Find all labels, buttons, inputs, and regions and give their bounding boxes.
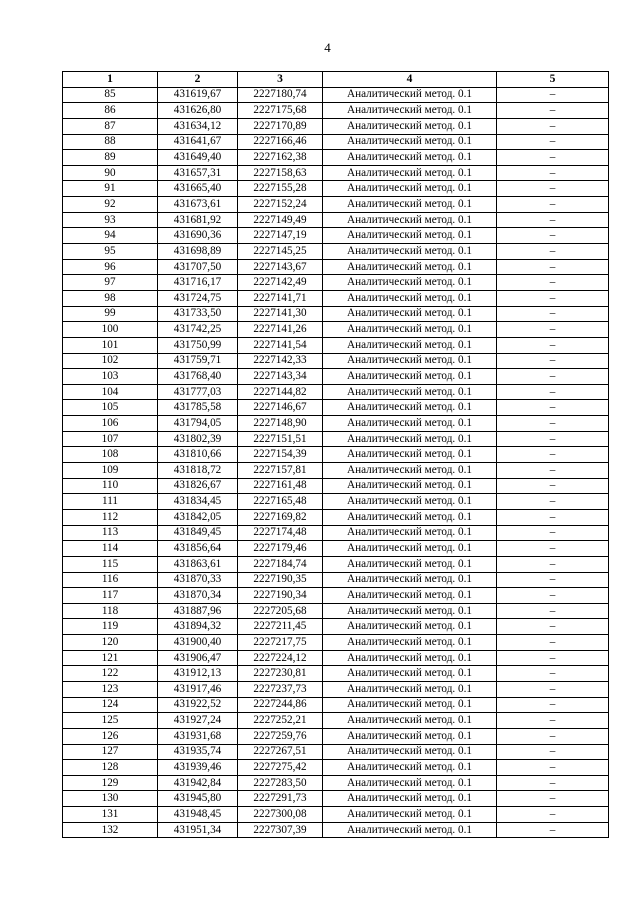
point-number-cell: 126 bbox=[63, 728, 158, 744]
point-number-cell: 97 bbox=[63, 275, 158, 291]
method-cell: Аналитический метод. 0.1 bbox=[323, 588, 497, 604]
table-row bbox=[63, 369, 609, 385]
x-coordinate-cell: 431842,05 bbox=[158, 509, 238, 525]
note-cell: – bbox=[497, 87, 609, 103]
point-number-cell: 112 bbox=[63, 509, 158, 525]
x-coordinate-cell: 431939,46 bbox=[158, 760, 238, 776]
x-coordinate-cell: 431802,39 bbox=[158, 431, 238, 447]
method-cell: Аналитический метод. 0.1 bbox=[323, 353, 497, 369]
point-number-cell: 88 bbox=[63, 134, 158, 150]
x-coordinate-cell: 431698,89 bbox=[158, 244, 238, 260]
note-cell: – bbox=[497, 807, 609, 823]
note-cell: – bbox=[497, 744, 609, 760]
y-coordinate-cell: 2227147,19 bbox=[238, 228, 323, 244]
x-coordinate-cell: 431942,84 bbox=[158, 775, 238, 791]
method-cell: Аналитический метод. 0.1 bbox=[323, 134, 497, 150]
note-cell: – bbox=[497, 556, 609, 572]
table-row bbox=[63, 697, 609, 713]
x-coordinate-cell: 431948,45 bbox=[158, 807, 238, 823]
x-coordinate-cell: 431906,47 bbox=[158, 650, 238, 666]
point-number-cell: 92 bbox=[63, 197, 158, 213]
table-row bbox=[63, 275, 609, 291]
y-coordinate-cell: 2227149,49 bbox=[238, 212, 323, 228]
note-cell: – bbox=[497, 228, 609, 244]
table-row bbox=[63, 212, 609, 228]
x-coordinate-cell: 431707,50 bbox=[158, 259, 238, 275]
point-number-cell: 101 bbox=[63, 337, 158, 353]
y-coordinate-cell: 2227224,12 bbox=[238, 650, 323, 666]
x-coordinate-cell: 431917,46 bbox=[158, 681, 238, 697]
table-row bbox=[63, 103, 609, 119]
method-cell: Аналитический метод. 0.1 bbox=[323, 494, 497, 510]
y-coordinate-cell: 2227142,33 bbox=[238, 353, 323, 369]
note-cell: – bbox=[497, 775, 609, 791]
point-number-cell: 100 bbox=[63, 322, 158, 338]
table-row bbox=[63, 556, 609, 572]
note-cell: – bbox=[497, 134, 609, 150]
column-header: 1 bbox=[63, 72, 158, 88]
table-row bbox=[63, 572, 609, 588]
table-row bbox=[63, 244, 609, 260]
y-coordinate-cell: 2227175,68 bbox=[238, 103, 323, 119]
note-cell: – bbox=[497, 212, 609, 228]
method-cell: Аналитический метод. 0.1 bbox=[323, 541, 497, 557]
x-coordinate-cell: 431912,13 bbox=[158, 666, 238, 682]
method-cell: Аналитический метод. 0.1 bbox=[323, 744, 497, 760]
note-cell: – bbox=[497, 353, 609, 369]
y-coordinate-cell: 2227146,67 bbox=[238, 400, 323, 416]
x-coordinate-cell: 431626,80 bbox=[158, 103, 238, 119]
table-row bbox=[63, 337, 609, 353]
y-coordinate-cell: 2227161,48 bbox=[238, 478, 323, 494]
note-cell: – bbox=[497, 416, 609, 432]
note-cell: – bbox=[497, 666, 609, 682]
table-row bbox=[63, 353, 609, 369]
table-row bbox=[63, 791, 609, 807]
point-number-cell: 95 bbox=[63, 244, 158, 260]
page-number: 4 bbox=[324, 40, 331, 55]
point-number-cell: 94 bbox=[63, 228, 158, 244]
x-coordinate-cell: 431794,05 bbox=[158, 416, 238, 432]
method-cell: Аналитический метод. 0.1 bbox=[323, 447, 497, 463]
y-coordinate-cell: 2227174,48 bbox=[238, 525, 323, 541]
note-cell: – bbox=[497, 525, 609, 541]
table-row bbox=[63, 650, 609, 666]
table-row bbox=[63, 713, 609, 729]
method-cell: Аналитический метод. 0.1 bbox=[323, 150, 497, 166]
note-cell: – bbox=[497, 103, 609, 119]
table-row bbox=[63, 400, 609, 416]
method-cell: Аналитический метод. 0.1 bbox=[323, 400, 497, 416]
y-coordinate-cell: 2227170,89 bbox=[238, 118, 323, 134]
y-coordinate-cell: 2227252,21 bbox=[238, 713, 323, 729]
method-cell: Аналитический метод. 0.1 bbox=[323, 572, 497, 588]
y-coordinate-cell: 2227162,38 bbox=[238, 150, 323, 166]
x-coordinate-cell: 431951,34 bbox=[158, 822, 238, 838]
x-coordinate-cell: 431634,12 bbox=[158, 118, 238, 134]
note-cell: – bbox=[497, 588, 609, 604]
point-number-cell: 93 bbox=[63, 212, 158, 228]
y-coordinate-cell: 2227144,82 bbox=[238, 384, 323, 400]
note-cell: – bbox=[497, 369, 609, 385]
y-coordinate-cell: 2227291,73 bbox=[238, 791, 323, 807]
y-coordinate-cell: 2227180,74 bbox=[238, 87, 323, 103]
table-row bbox=[63, 807, 609, 823]
note-cell: – bbox=[497, 822, 609, 838]
x-coordinate-cell: 431657,31 bbox=[158, 165, 238, 181]
table-header-row bbox=[63, 72, 609, 88]
x-coordinate-cell: 431673,61 bbox=[158, 197, 238, 213]
table-row bbox=[63, 87, 609, 103]
method-cell: Аналитический метод. 0.1 bbox=[323, 244, 497, 260]
point-number-cell: 111 bbox=[63, 494, 158, 510]
point-number-cell: 98 bbox=[63, 290, 158, 306]
y-coordinate-cell: 2227143,67 bbox=[238, 259, 323, 275]
method-cell: Аналитический метод. 0.1 bbox=[323, 697, 497, 713]
method-cell: Аналитический метод. 0.1 bbox=[323, 416, 497, 432]
table-row bbox=[63, 728, 609, 744]
table-row bbox=[63, 541, 609, 557]
point-number-cell: 118 bbox=[63, 603, 158, 619]
point-number-cell: 128 bbox=[63, 760, 158, 776]
table-row bbox=[63, 447, 609, 463]
method-cell: Аналитический метод. 0.1 bbox=[323, 666, 497, 682]
point-number-cell: 91 bbox=[63, 181, 158, 197]
note-cell: – bbox=[497, 494, 609, 510]
table-row bbox=[63, 775, 609, 791]
method-cell: Аналитический метод. 0.1 bbox=[323, 822, 497, 838]
column-header: 4 bbox=[323, 72, 497, 88]
y-coordinate-cell: 2227141,71 bbox=[238, 290, 323, 306]
method-cell: Аналитический метод. 0.1 bbox=[323, 713, 497, 729]
table-row bbox=[63, 306, 609, 322]
point-number-cell: 90 bbox=[63, 165, 158, 181]
point-number-cell: 115 bbox=[63, 556, 158, 572]
note-cell: – bbox=[497, 635, 609, 651]
note-cell: – bbox=[497, 259, 609, 275]
point-number-cell: 86 bbox=[63, 103, 158, 119]
point-number-cell: 117 bbox=[63, 588, 158, 604]
note-cell: – bbox=[497, 322, 609, 338]
table-row bbox=[63, 603, 609, 619]
x-coordinate-cell: 431856,64 bbox=[158, 541, 238, 557]
table-row bbox=[63, 134, 609, 150]
x-coordinate-cell: 431849,45 bbox=[158, 525, 238, 541]
table-row bbox=[63, 681, 609, 697]
x-coordinate-cell: 431649,40 bbox=[158, 150, 238, 166]
method-cell: Аналитический метод. 0.1 bbox=[323, 650, 497, 666]
y-coordinate-cell: 2227179,46 bbox=[238, 541, 323, 557]
x-coordinate-cell: 431733,50 bbox=[158, 306, 238, 322]
note-cell: – bbox=[497, 244, 609, 260]
y-coordinate-cell: 2227143,34 bbox=[238, 369, 323, 385]
x-coordinate-cell: 431724,75 bbox=[158, 290, 238, 306]
column-header: 3 bbox=[238, 72, 323, 88]
table-row bbox=[63, 197, 609, 213]
y-coordinate-cell: 2227154,39 bbox=[238, 447, 323, 463]
x-coordinate-cell: 431935,74 bbox=[158, 744, 238, 760]
method-cell: Аналитический метод. 0.1 bbox=[323, 775, 497, 791]
point-number-cell: 123 bbox=[63, 681, 158, 697]
table-row bbox=[63, 478, 609, 494]
y-coordinate-cell: 2227166,46 bbox=[238, 134, 323, 150]
point-number-cell: 96 bbox=[63, 259, 158, 275]
table-row bbox=[63, 259, 609, 275]
note-cell: – bbox=[497, 697, 609, 713]
method-cell: Аналитический метод. 0.1 bbox=[323, 509, 497, 525]
column-header: 5 bbox=[497, 72, 609, 88]
note-cell: – bbox=[497, 541, 609, 557]
point-number-cell: 85 bbox=[63, 87, 158, 103]
y-coordinate-cell: 2227158,63 bbox=[238, 165, 323, 181]
x-coordinate-cell: 431826,67 bbox=[158, 478, 238, 494]
x-coordinate-cell: 431834,45 bbox=[158, 494, 238, 510]
y-coordinate-cell: 2227267,51 bbox=[238, 744, 323, 760]
note-cell: – bbox=[497, 619, 609, 635]
y-coordinate-cell: 2227244,86 bbox=[238, 697, 323, 713]
x-coordinate-cell: 431810,66 bbox=[158, 447, 238, 463]
point-number-cell: 113 bbox=[63, 525, 158, 541]
note-cell: – bbox=[497, 384, 609, 400]
note-cell: – bbox=[497, 275, 609, 291]
table-row bbox=[63, 494, 609, 510]
table-row bbox=[63, 290, 609, 306]
method-cell: Аналитический метод. 0.1 bbox=[323, 165, 497, 181]
point-number-cell: 132 bbox=[63, 822, 158, 838]
y-coordinate-cell: 2227230,81 bbox=[238, 666, 323, 682]
table-row bbox=[63, 384, 609, 400]
x-coordinate-cell: 431927,24 bbox=[158, 713, 238, 729]
table-row bbox=[63, 635, 609, 651]
note-cell: – bbox=[497, 728, 609, 744]
y-coordinate-cell: 2227190,34 bbox=[238, 588, 323, 604]
y-coordinate-cell: 2227211,45 bbox=[238, 619, 323, 635]
note-cell: – bbox=[497, 713, 609, 729]
y-coordinate-cell: 2227259,76 bbox=[238, 728, 323, 744]
method-cell: Аналитический метод. 0.1 bbox=[323, 290, 497, 306]
point-number-cell: 104 bbox=[63, 384, 158, 400]
point-number-cell: 122 bbox=[63, 666, 158, 682]
method-cell: Аналитический метод. 0.1 bbox=[323, 228, 497, 244]
note-cell: – bbox=[497, 447, 609, 463]
note-cell: – bbox=[497, 337, 609, 353]
method-cell: Аналитический метод. 0.1 bbox=[323, 212, 497, 228]
table-row bbox=[63, 322, 609, 338]
point-number-cell: 127 bbox=[63, 744, 158, 760]
x-coordinate-cell: 431768,40 bbox=[158, 369, 238, 385]
x-coordinate-cell: 431931,68 bbox=[158, 728, 238, 744]
point-number-cell: 109 bbox=[63, 463, 158, 479]
point-number-cell: 129 bbox=[63, 775, 158, 791]
note-cell: – bbox=[497, 681, 609, 697]
method-cell: Аналитический метод. 0.1 bbox=[323, 478, 497, 494]
x-coordinate-cell: 431681,92 bbox=[158, 212, 238, 228]
y-coordinate-cell: 2227157,81 bbox=[238, 463, 323, 479]
method-cell: Аналитический метод. 0.1 bbox=[323, 275, 497, 291]
method-cell: Аналитический метод. 0.1 bbox=[323, 635, 497, 651]
method-cell: Аналитический метод. 0.1 bbox=[323, 681, 497, 697]
method-cell: Аналитический метод. 0.1 bbox=[323, 525, 497, 541]
point-number-cell: 110 bbox=[63, 478, 158, 494]
note-cell: – bbox=[497, 760, 609, 776]
point-number-cell: 130 bbox=[63, 791, 158, 807]
y-coordinate-cell: 2227217,75 bbox=[238, 635, 323, 651]
method-cell: Аналитический метод. 0.1 bbox=[323, 369, 497, 385]
x-coordinate-cell: 431945,80 bbox=[158, 791, 238, 807]
y-coordinate-cell: 2227283,50 bbox=[238, 775, 323, 791]
x-coordinate-cell: 431785,58 bbox=[158, 400, 238, 416]
x-coordinate-cell: 431750,99 bbox=[158, 337, 238, 353]
note-cell: – bbox=[497, 572, 609, 588]
point-number-cell: 99 bbox=[63, 306, 158, 322]
method-cell: Аналитический метод. 0.1 bbox=[323, 463, 497, 479]
y-coordinate-cell: 2227237,73 bbox=[238, 681, 323, 697]
y-coordinate-cell: 2227141,30 bbox=[238, 306, 323, 322]
table-row bbox=[63, 744, 609, 760]
method-cell: Аналитический метод. 0.1 bbox=[323, 197, 497, 213]
note-cell: – bbox=[497, 509, 609, 525]
x-coordinate-cell: 431863,61 bbox=[158, 556, 238, 572]
x-coordinate-cell: 431619,67 bbox=[158, 87, 238, 103]
table-row bbox=[63, 431, 609, 447]
note-cell: – bbox=[497, 306, 609, 322]
y-coordinate-cell: 2227165,48 bbox=[238, 494, 323, 510]
x-coordinate-cell: 431665,40 bbox=[158, 181, 238, 197]
table-row bbox=[63, 822, 609, 838]
method-cell: Аналитический метод. 0.1 bbox=[323, 103, 497, 119]
method-cell: Аналитический метод. 0.1 bbox=[323, 384, 497, 400]
point-number-cell: 125 bbox=[63, 713, 158, 729]
x-coordinate-cell: 431742,25 bbox=[158, 322, 238, 338]
y-coordinate-cell: 2227145,25 bbox=[238, 244, 323, 260]
note-cell: – bbox=[497, 165, 609, 181]
table-row bbox=[63, 525, 609, 541]
x-coordinate-cell: 431887,96 bbox=[158, 603, 238, 619]
table-row bbox=[63, 666, 609, 682]
point-number-cell: 131 bbox=[63, 807, 158, 823]
table-body bbox=[63, 87, 609, 838]
method-cell: Аналитический метод. 0.1 bbox=[323, 431, 497, 447]
note-cell: – bbox=[497, 181, 609, 197]
x-coordinate-cell: 431759,71 bbox=[158, 353, 238, 369]
note-cell: – bbox=[497, 197, 609, 213]
note-cell: – bbox=[497, 650, 609, 666]
table-row bbox=[63, 509, 609, 525]
y-coordinate-cell: 2227307,39 bbox=[238, 822, 323, 838]
table-row bbox=[63, 118, 609, 134]
method-cell: Аналитический метод. 0.1 bbox=[323, 259, 497, 275]
table-row bbox=[63, 619, 609, 635]
table-row bbox=[63, 165, 609, 181]
table-row bbox=[63, 760, 609, 776]
note-cell: – bbox=[497, 478, 609, 494]
x-coordinate-cell: 431870,33 bbox=[158, 572, 238, 588]
y-coordinate-cell: 2227275,42 bbox=[238, 760, 323, 776]
table-row bbox=[63, 228, 609, 244]
method-cell: Аналитический метод. 0.1 bbox=[323, 337, 497, 353]
table-row bbox=[63, 181, 609, 197]
point-number-cell: 89 bbox=[63, 150, 158, 166]
x-coordinate-cell: 431894,32 bbox=[158, 619, 238, 635]
x-coordinate-cell: 431870,34 bbox=[158, 588, 238, 604]
y-coordinate-cell: 2227152,24 bbox=[238, 197, 323, 213]
y-coordinate-cell: 2227184,74 bbox=[238, 556, 323, 572]
x-coordinate-cell: 431818,72 bbox=[158, 463, 238, 479]
point-number-cell: 114 bbox=[63, 541, 158, 557]
method-cell: Аналитический метод. 0.1 bbox=[323, 87, 497, 103]
point-number-cell: 105 bbox=[63, 400, 158, 416]
point-number-cell: 108 bbox=[63, 447, 158, 463]
method-cell: Аналитический метод. 0.1 bbox=[323, 556, 497, 572]
note-cell: – bbox=[497, 150, 609, 166]
note-cell: – bbox=[497, 463, 609, 479]
y-coordinate-cell: 2227190,35 bbox=[238, 572, 323, 588]
y-coordinate-cell: 2227155,28 bbox=[238, 181, 323, 197]
point-number-cell: 121 bbox=[63, 650, 158, 666]
point-number-cell: 107 bbox=[63, 431, 158, 447]
point-number-cell: 119 bbox=[63, 619, 158, 635]
point-number-cell: 120 bbox=[63, 635, 158, 651]
point-number-cell: 102 bbox=[63, 353, 158, 369]
y-coordinate-cell: 2227148,90 bbox=[238, 416, 323, 432]
table-row bbox=[63, 416, 609, 432]
table-row bbox=[63, 588, 609, 604]
x-coordinate-cell: 431690,36 bbox=[158, 228, 238, 244]
point-number-cell: 116 bbox=[63, 572, 158, 588]
note-cell: – bbox=[497, 791, 609, 807]
x-coordinate-cell: 431922,52 bbox=[158, 697, 238, 713]
table-row bbox=[63, 150, 609, 166]
table-row bbox=[63, 463, 609, 479]
method-cell: Аналитический метод. 0.1 bbox=[323, 603, 497, 619]
method-cell: Аналитический метод. 0.1 bbox=[323, 322, 497, 338]
method-cell: Аналитический метод. 0.1 bbox=[323, 619, 497, 635]
method-cell: Аналитический метод. 0.1 bbox=[323, 728, 497, 744]
y-coordinate-cell: 2227151,51 bbox=[238, 431, 323, 447]
point-number-cell: 87 bbox=[63, 118, 158, 134]
note-cell: – bbox=[497, 118, 609, 134]
point-number-cell: 124 bbox=[63, 697, 158, 713]
x-coordinate-cell: 431641,67 bbox=[158, 134, 238, 150]
note-cell: – bbox=[497, 431, 609, 447]
method-cell: Аналитический метод. 0.1 bbox=[323, 181, 497, 197]
method-cell: Аналитический метод. 0.1 bbox=[323, 760, 497, 776]
method-cell: Аналитический метод. 0.1 bbox=[323, 118, 497, 134]
y-coordinate-cell: 2227205,68 bbox=[238, 603, 323, 619]
coordinates-table bbox=[62, 71, 609, 838]
note-cell: – bbox=[497, 400, 609, 416]
method-cell: Аналитический метод. 0.1 bbox=[323, 807, 497, 823]
y-coordinate-cell: 2227169,82 bbox=[238, 509, 323, 525]
note-cell: – bbox=[497, 290, 609, 306]
y-coordinate-cell: 2227142,49 bbox=[238, 275, 323, 291]
x-coordinate-cell: 431777,03 bbox=[158, 384, 238, 400]
column-header: 2 bbox=[158, 72, 238, 88]
method-cell: Аналитический метод. 0.1 bbox=[323, 306, 497, 322]
y-coordinate-cell: 2227141,54 bbox=[238, 337, 323, 353]
x-coordinate-cell: 431900,40 bbox=[158, 635, 238, 651]
x-coordinate-cell: 431716,17 bbox=[158, 275, 238, 291]
point-number-cell: 106 bbox=[63, 416, 158, 432]
y-coordinate-cell: 2227141,26 bbox=[238, 322, 323, 338]
note-cell: – bbox=[497, 603, 609, 619]
y-coordinate-cell: 2227300,08 bbox=[238, 807, 323, 823]
point-number-cell: 103 bbox=[63, 369, 158, 385]
method-cell: Аналитический метод. 0.1 bbox=[323, 791, 497, 807]
